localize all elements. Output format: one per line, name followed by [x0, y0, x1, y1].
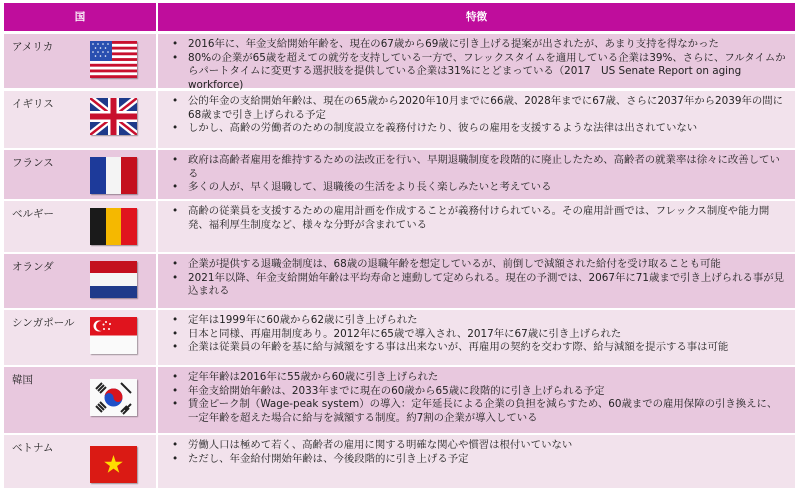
feature-bullet: • 定年は1999年に60歳から62歳に引き上げられた — [172, 314, 787, 328]
country-name: シンガポール — [12, 317, 75, 329]
table-header — [4, 3, 795, 31]
features-cell — [158, 201, 795, 252]
feature-bullet: • 企業は従業員の年齢を基に給与減額をする事は出来ないが、再雇用の契約を交わす際、給与減額を提示する事は可能 — [172, 341, 787, 355]
us-flag-icon — [90, 41, 137, 78]
feature-bullet: • 公的年金の支給開始年齢は、現在の65歳から2020年10月までに66歳、2028年までに67歳、さらに2037年から2039年の間に68歳まで引き上げられる予定 — [172, 95, 787, 122]
uk-flag-icon — [90, 98, 137, 135]
table-row — [4, 201, 795, 252]
feature-bullet: • 2016年に、年金支給開始年齢を、現在の67歳から69歳に引き上げる提案が出されたが、あまり支持を得なかった — [172, 38, 787, 52]
country-name: イギリス — [12, 98, 54, 110]
feature-bullet: • 80%の企業が65歳を超えての就労を支持している一方で、フレックスタイムを適用している企業は39%、さらに、フルタイムからパートタイムに変更する選択肢を提供している企業は31%にとどまっている（2017 US Senate Report on aging workforce) — [172, 52, 787, 93]
feature-bullet: • 労働人口は極めて若く、高齢者の雇用に関する明確な関心や慣習は根付いていない — [172, 439, 787, 453]
country-name: アメリカ — [12, 41, 54, 53]
table-row — [4, 150, 795, 199]
country-name: オランダ — [12, 261, 54, 273]
features-cell — [158, 310, 795, 365]
feature-bullet: • しかし、高齢の労働者のための制度設立を義務付けたり、彼らの雇用を支援するような法律は出されていない — [172, 122, 787, 136]
feature-bullet: • 企業が提供する退職金制度は、68歳の退職年齢を想定しているが、前倒しで減額された給付を受け取ることも可能 — [172, 258, 787, 272]
belgium-flag-icon — [90, 208, 137, 245]
feature-bullet: • 高齢の従業員を支援するための雇用計画を作成することが義務付けられている。その雇用計画では、フレックス制度や能力開発、福利厚生制度など、様々な分野が含まれている — [172, 205, 787, 232]
header-country: 国 — [4, 3, 156, 31]
feature-bullet: • 定年年齢は2016年に55歳から60歳に引き上げられた — [172, 371, 787, 385]
netherlands-flag-icon — [90, 261, 137, 298]
country-name: フランス — [12, 157, 54, 169]
features-cell — [158, 254, 795, 308]
feature-bullet: • ただし、年金給付開始年齢は、今後段階的に引き上げる予定 — [172, 453, 787, 467]
features-cell — [158, 367, 795, 433]
features-cell — [158, 34, 795, 91]
korea-flag-icon — [90, 379, 137, 416]
country-name: 韓国 — [12, 374, 33, 386]
france-flag-icon — [90, 157, 137, 194]
table-row — [4, 91, 795, 148]
feature-bullet: • 多くの人が、早く退職して、退職後の生活をより長く楽しみたいと考えている — [172, 181, 787, 195]
feature-bullet: • 賃金ピーク制（Wage-peak system）の導入：定年延長による企業の負担を減らすため、60歳までの雇用保障の引き換えに、一定年齢を超えた場合に給与を減額する制度。約7割の企業が導入している — [172, 398, 787, 425]
feature-bullet: • 年金支給開始年齢は、2033年までに現在の60歳から65歳に段階的に引き上げられる予定 — [172, 385, 787, 399]
feature-bullet: • 日本と同様、再雇用制度あり。2012年に65歳で導入され、2017年に67歳に引き上げられた — [172, 328, 787, 342]
table-row — [4, 435, 795, 488]
table-row — [4, 310, 795, 365]
feature-bullet: • 政府は高齢者雇用を維持するための法改正を行い、早期退職制度を段階的に廃止したため、高齢者の就業率は徐々に改善している — [172, 154, 787, 181]
header-features: 特徴 — [158, 3, 795, 31]
features-cell — [158, 91, 795, 148]
table-row — [4, 367, 795, 433]
table-row — [4, 254, 795, 308]
table-row — [4, 34, 795, 91]
country-name: ベトナム — [12, 442, 54, 454]
features-cell — [158, 435, 795, 488]
features-cell — [158, 150, 795, 199]
country-name: ベルギー — [12, 208, 54, 220]
feature-bullet: • 2021年以降、年金支給開始年齢は平均寿命と連動して定められる。現在の予測では、2067年に71歳まで引き上げられる事が見込まれる — [172, 272, 787, 299]
vietnam-flag-icon — [90, 446, 137, 483]
singapore-flag-icon — [90, 317, 137, 354]
